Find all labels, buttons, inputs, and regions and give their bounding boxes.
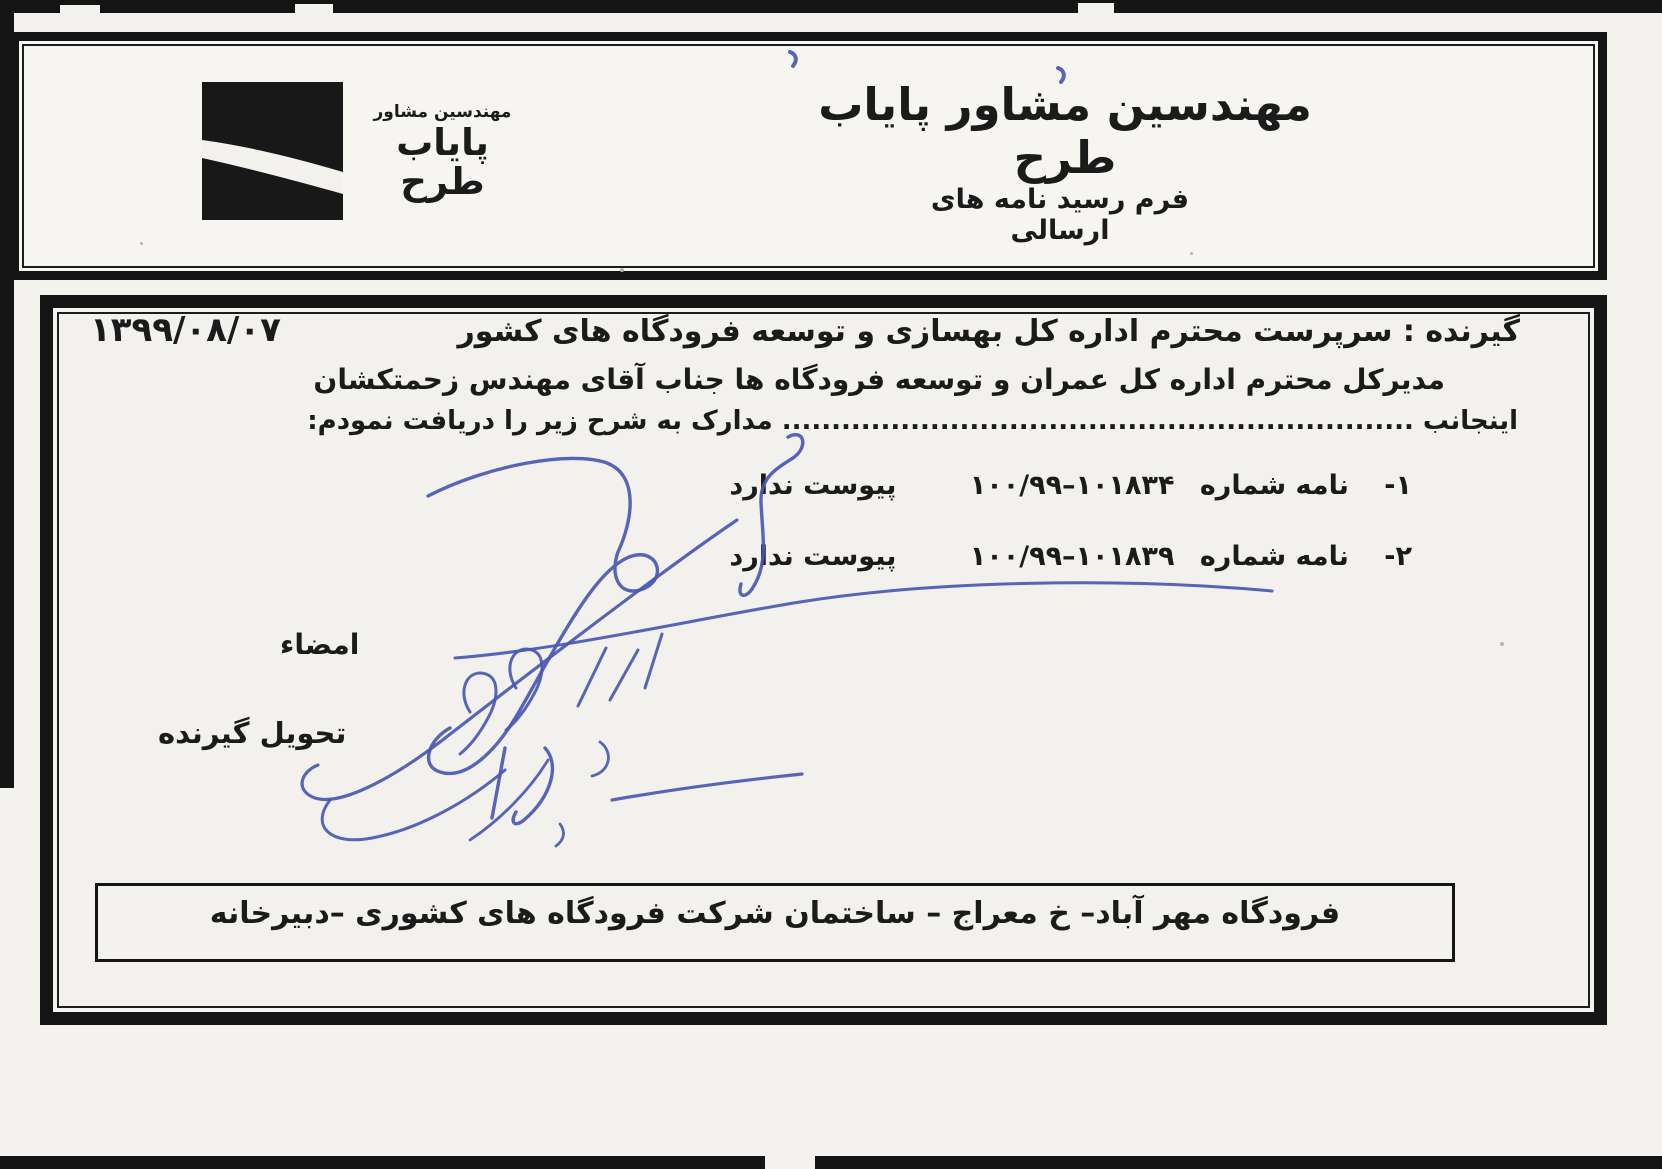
scan-notch [765, 1156, 815, 1169]
undersigned-line [307, 406, 1518, 436]
item-label: نامه شماره [1199, 541, 1349, 572]
item-attachment-note: پیوست ندارد [729, 541, 897, 572]
item-ref-number: ۱۰۰/۹۹–۱۰۱۸۳۹ [969, 541, 1175, 572]
scan-speck [620, 268, 624, 272]
scan-speck [1500, 642, 1504, 646]
item-attachment-note: پیوست ندارد [729, 470, 897, 501]
receiver-label: تحویل گیرنده [158, 716, 347, 750]
scan-speck [140, 242, 143, 245]
logo-wordmark [350, 104, 535, 202]
undersigned-prefix: اینجانب [1422, 406, 1518, 436]
form-subtitle: فرم رسید نامه های ارسالی [930, 184, 1190, 246]
scan-notch [1078, 3, 1114, 13]
document-date: ۱۳۹۹/۰۸/۰۷ [90, 310, 281, 350]
scan-speck [1190, 252, 1193, 255]
item-ref-number: ۱۰۰/۹۹–۱۰۱۸۳۴ [969, 470, 1175, 501]
scan-bottom-edge-bar [0, 1156, 1662, 1169]
logo-wordmark-small: مهندسین مشاور [373, 102, 512, 122]
logo-swoosh-icon [202, 82, 343, 220]
scan-top-edge-bar [0, 0, 1662, 13]
scan-notch [295, 4, 333, 13]
letter-item-2 [729, 541, 1412, 572]
scan-notch [60, 5, 100, 13]
dotted-blank-field: ................................................................ [781, 406, 1414, 436]
letter-item-1 [729, 470, 1412, 501]
company-logo [202, 82, 343, 220]
item-label: نامه شماره [1199, 470, 1349, 501]
signature-label: امضاء [280, 628, 360, 661]
undersigned-suffix: مدارک به شرح زیر را دریافت نمودم: [307, 406, 773, 436]
recipient-line-2: مدیرکل محترم اداره کل عمران و توسعه فرودگاه ها جناب آقای مهندس زحمتکشان [313, 363, 1445, 396]
form-title: مهندسین مشاور پایاب طرح [818, 78, 1312, 184]
item-number: ۱- [1384, 470, 1412, 501]
item-number: ۲- [1384, 541, 1412, 572]
address-text: فرودگاه مهر آباد– خ معراج – ساختمان شرکت فرودگاه های کشوری –دبیرخانه [209, 896, 1341, 931]
recipient-line: گیرنده : سرپرست محترم اداره کل بهسازی و توسعه فرودگاه های کشور [457, 314, 1520, 349]
logo-wordmark-large: پایاب طرح [396, 120, 489, 203]
